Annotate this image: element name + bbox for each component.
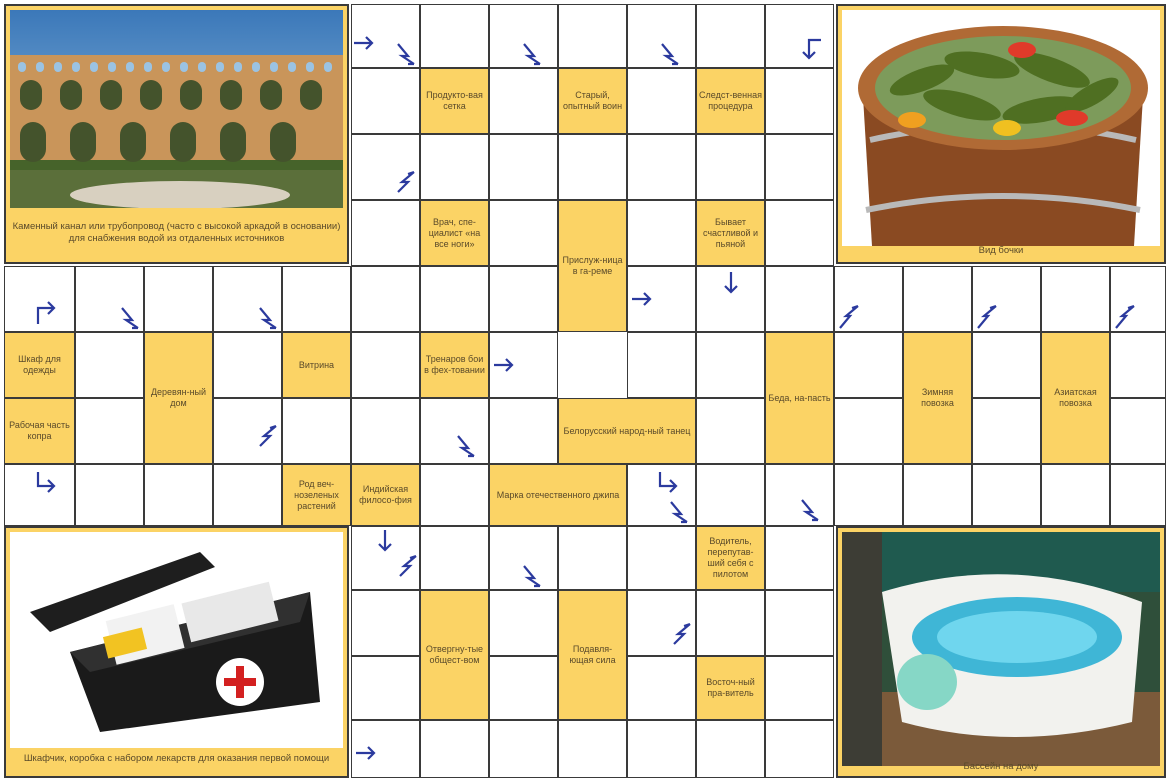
arrow-zigzag-down-icon [518, 40, 544, 66]
answer-cell[interactable] [765, 720, 834, 778]
clue-cell: Тренаров бои в фех-товании [420, 332, 489, 398]
picture-clue-first-aid-kit [4, 526, 349, 778]
answer-cell[interactable] [627, 68, 696, 134]
answer-cell[interactable] [558, 134, 627, 200]
arrow-zigzag-down-icon [518, 562, 544, 588]
answer-cell[interactable] [489, 656, 558, 720]
answer-cell[interactable] [213, 464, 282, 526]
pickle-barrel-photo [842, 10, 1160, 246]
clue-cell: Бывает счастливой и пьяной [696, 200, 765, 266]
answer-cell[interactable] [75, 464, 144, 526]
answer-cell[interactable] [282, 398, 351, 464]
answer-cell[interactable] [765, 134, 834, 200]
answer-cell[interactable] [351, 332, 420, 398]
clue-cell: Врач, спе-циалист «на все ноги» [420, 200, 489, 266]
answer-cell[interactable] [834, 464, 903, 526]
arrow-zigzag-down-icon [254, 304, 280, 330]
hot-tub-caption: Бассейн на дому [963, 761, 1039, 772]
aqueduct-caption: Каменный канал или трубопровод (часто с высокой аркадой в основании) для снабжения водой из отдаленных источников [12, 221, 341, 244]
arrow-zigzag-up-icon [392, 170, 418, 196]
answer-cell[interactable] [765, 590, 834, 656]
answer-cell[interactable] [696, 4, 765, 68]
arrow-zigzag-up-icon [394, 554, 420, 580]
answer-cell[interactable] [144, 464, 213, 526]
answer-cell[interactable] [696, 398, 765, 464]
clue-cell: Витрина [282, 332, 351, 398]
answer-cell[interactable] [351, 266, 420, 332]
answer-cell[interactable] [489, 266, 558, 332]
answer-cell[interactable] [351, 68, 420, 134]
answer-cell[interactable] [351, 656, 420, 720]
answer-cell[interactable] [765, 526, 834, 590]
answer-cell[interactable] [696, 720, 765, 778]
answer-cell[interactable] [696, 464, 765, 526]
answer-cell[interactable] [903, 266, 972, 332]
answer-cell[interactable] [972, 332, 1041, 398]
clue-cell: Беда, на-пасть [765, 332, 834, 464]
answer-cell[interactable] [420, 464, 489, 526]
answer-cell[interactable] [765, 200, 834, 266]
answer-cell[interactable] [75, 332, 144, 398]
answer-cell[interactable] [1110, 332, 1166, 398]
arrow-right-icon [492, 352, 518, 378]
clue-cell: Зимняя повозка [903, 332, 972, 464]
arrow-down-left-icon [797, 36, 823, 62]
clue-cell: Водитель, перепутав-ший себя с пилотом [696, 526, 765, 590]
arrow-zigzag-down-icon [116, 304, 142, 330]
clue-cell: Род веч-нозеленых растений [282, 464, 351, 526]
picture-clue-barrel [836, 4, 1166, 264]
answer-cell[interactable] [420, 134, 489, 200]
answer-cell[interactable] [558, 526, 627, 590]
answer-cell[interactable] [213, 332, 282, 398]
arrow-right-icon [354, 740, 380, 766]
answer-cell[interactable] [489, 134, 558, 200]
arrow-zigzag-down-icon [392, 40, 418, 66]
answer-cell[interactable] [489, 590, 558, 656]
answer-cell[interactable] [834, 398, 903, 464]
barrel-caption: Вид бочки [978, 245, 1024, 256]
answer-cell[interactable] [75, 398, 144, 464]
answer-cell[interactable] [765, 656, 834, 720]
answer-cell[interactable] [351, 200, 420, 266]
answer-cell[interactable] [489, 398, 558, 464]
answer-cell[interactable] [696, 332, 765, 398]
arrow-zigzag-up-icon [254, 424, 280, 450]
clue-cell: Деревян-ный дом [144, 332, 213, 464]
arrow-up-right-icon [34, 300, 60, 326]
hot-tub-photo [842, 532, 1160, 766]
answer-cell[interactable] [1041, 464, 1110, 526]
answer-cell[interactable] [627, 526, 696, 590]
answer-cell[interactable] [489, 68, 558, 134]
answer-cell[interactable] [144, 266, 213, 332]
answer-cell[interactable] [420, 720, 489, 778]
clue-cell: Восточ-ный пра-витель [696, 656, 765, 720]
answer-cell[interactable] [489, 720, 558, 778]
clue-cell: Рабочая часть копра [4, 398, 75, 464]
answer-cell[interactable] [420, 4, 489, 68]
answer-cell[interactable] [972, 398, 1041, 464]
answer-cell[interactable] [696, 134, 765, 200]
answer-cell[interactable] [627, 134, 696, 200]
answer-cell[interactable] [1110, 464, 1166, 526]
arrow-zigzag-up-icon [836, 304, 862, 330]
clue-cell: Азиатская повозка [1041, 332, 1110, 464]
clue-cell: Старый, опытный воин [558, 68, 627, 134]
arrow-down-icon [372, 528, 398, 554]
arrow-down-icon [718, 270, 744, 296]
answer-cell[interactable] [420, 266, 489, 332]
answer-cell[interactable] [420, 526, 489, 590]
answer-cell[interactable] [1041, 266, 1110, 332]
answer-cell[interactable] [282, 266, 351, 332]
arrow-zigzag-down-icon [656, 40, 682, 66]
answer-cell[interactable] [627, 656, 696, 720]
answer-cell[interactable] [627, 720, 696, 778]
answer-cell[interactable] [351, 398, 420, 464]
clue-cell: Подавля-ющая сила [558, 590, 627, 720]
arrow-zigzag-up-icon [974, 304, 1000, 330]
clue-cell: Продукто-вая сетка [420, 68, 489, 134]
answer-cell[interactable] [351, 590, 420, 656]
answer-cell[interactable] [765, 266, 834, 332]
arrow-zigzag-down-icon [452, 432, 478, 458]
arrow-right-icon [352, 30, 378, 56]
clue-cell: Прислуж-ница в га-реме [558, 200, 627, 332]
first-aid-caption: Шкафчик, коробка с набором лекарств для оказания первой помощи [23, 753, 330, 764]
clue-cell: Следст-венная процедура [696, 68, 765, 134]
aqueduct-photo [10, 10, 343, 208]
clue-cell: Марка отечественного джипа [489, 464, 627, 526]
answer-cell[interactable] [1110, 398, 1166, 464]
answer-cell[interactable] [627, 332, 696, 398]
answer-cell[interactable] [834, 332, 903, 398]
answer-cell[interactable] [627, 200, 696, 266]
arrow-down-right-icon [656, 470, 682, 496]
clue-cell: Белорусский народ-ный танец [558, 398, 696, 464]
answer-cell[interactable] [972, 464, 1041, 526]
arrow-right-icon [630, 286, 656, 312]
picture-clue-aqueduct [4, 4, 349, 264]
arrow-zigzag-down-icon [796, 496, 822, 522]
answer-cell[interactable] [696, 590, 765, 656]
clue-cell: Индийская филосо-фия [351, 464, 420, 526]
arrow-zigzag-up-icon [1112, 304, 1138, 330]
answer-cell[interactable] [489, 200, 558, 266]
answer-cell[interactable] [558, 720, 627, 778]
answer-cell[interactable] [558, 4, 627, 68]
answer-cell[interactable] [903, 464, 972, 526]
clue-cell: Отвергну-тые общест-вом [420, 590, 489, 720]
arrow-down-right-icon [34, 470, 60, 496]
clue-cell: Шкаф для одежды [4, 332, 75, 398]
answer-cell[interactable] [765, 68, 834, 134]
arrow-zigzag-down-icon [665, 498, 691, 524]
picture-clue-hot-tub [836, 526, 1166, 778]
first-aid-kit-photo [10, 532, 343, 748]
arrow-zigzag-up-icon [668, 622, 694, 648]
